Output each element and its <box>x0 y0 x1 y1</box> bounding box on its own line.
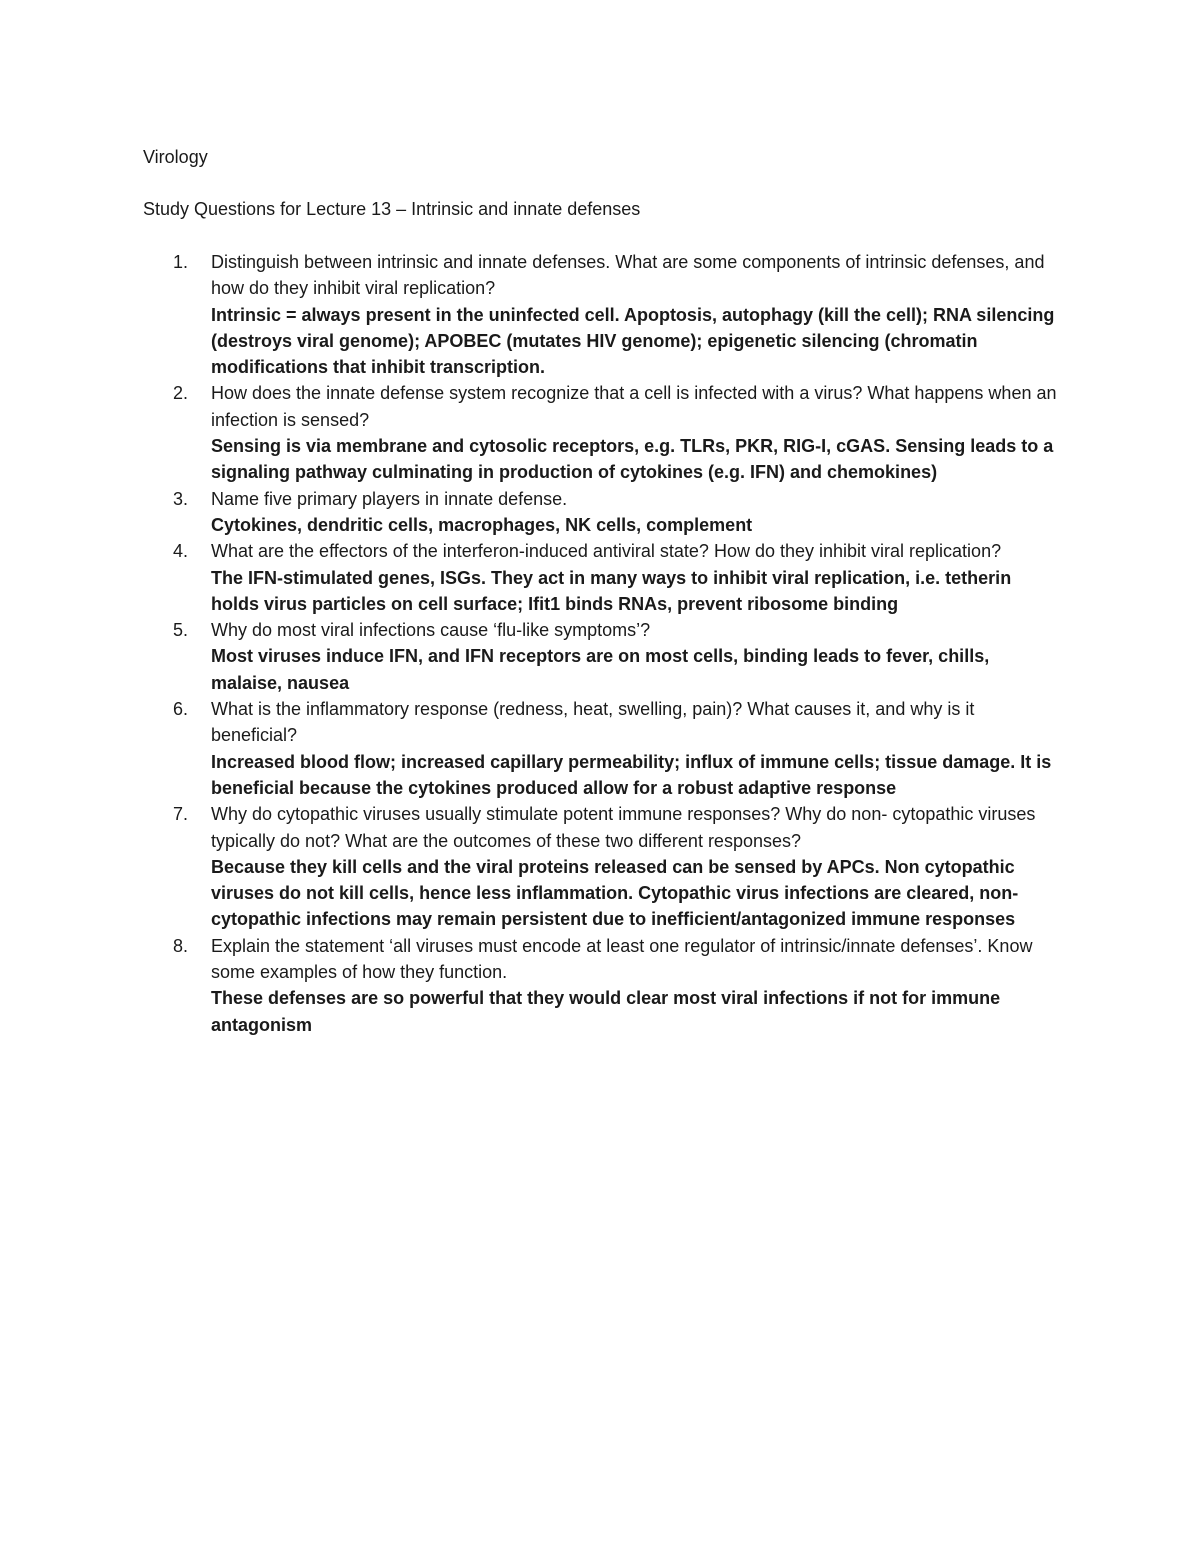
study-questions-list <box>143 249 1063 1038</box>
question-item-3 <box>143 486 1063 539</box>
question-text: What are the effectors of the interferon-induced antiviral state? How do they inhibit viral replication? <box>211 541 1002 562</box>
question-item-5 <box>143 617 1063 696</box>
answer-text: Sensing is via membrane and cytosolic receptors, e.g. TLRs, PKR, RIG-I, cGAS. Sensing leads to a signaling pathway culminating in production of cytokines (e.g. IFN) and chemokines) <box>211 436 1054 483</box>
question-item-7 <box>143 801 1063 932</box>
question-text: Explain the statement ‘all viruses must encode at least one regulator of intrinsic/innate defenses’. Know some examples of how they function. <box>211 935 1033 983</box>
question-number: 7. <box>173 804 189 825</box>
question-item-2 <box>143 380 1063 485</box>
question-number: 8. <box>173 935 189 956</box>
question-number: 5. <box>173 620 189 641</box>
question-text: Distinguish between intrinsic and innate defenses. What are some components of intrinsic defenses, and how do they inhibit viral replication? <box>211 252 1045 299</box>
question-item-1 <box>143 249 1063 380</box>
document-subtitle: Study Questions for Lecture 13 – Intrinsic and innate defenses <box>143 199 641 219</box>
question-text: How does the innate defense system recognize that a cell is infected with a virus? What happens when an infection is sensed? <box>211 383 1057 430</box>
answer-text: Increased blood flow; increased capillary permeability; influx of immune cells; tissue damage. It is beneficial because the cytokines produced allow for a robust adaptive response <box>211 751 1052 798</box>
answer-text: The IFN-stimulated genes, ISGs. They act in many ways to inhibit viral replication, i.e. tetherin holds virus particles on cell surface; Ifit1 binds RNAs, prevent ribosome binding <box>211 567 1012 614</box>
question-text: Why do cytopathic viruses usually stimulate potent immune responses? Why do non- cytopathic viruses typically do not? What are the outcomes of these two different responses? <box>211 804 1036 851</box>
answer-text: Because they kill cells and the viral proteins released can be sensed by APCs. Non cytopathic viruses do not kill cells, hence less inflammation. Cytopathic virus infections are cleared, non-cytopathic infections may remain persistent due to inefficient/antagonized immune responses <box>211 856 1019 930</box>
question-text: What is the inflammatory response (redness, heat, swelling, pain)? What causes it, and why is it beneficial? <box>211 699 975 746</box>
question-number: 2. <box>173 383 189 404</box>
question-number: 6. <box>173 699 189 720</box>
answer-text: Intrinsic = always present in the uninfected cell. Apoptosis, autophagy (kill the cell); RNA silencing (destroys viral genome); APOBEC (mutates HIV genome); epigenetic silencing (chromatin modifications that inhibit transcription. <box>211 304 1055 378</box>
document-title: Virology <box>143 147 208 167</box>
question-text: Name five primary players in innate defense. <box>211 488 568 509</box>
question-item-6 <box>143 696 1063 801</box>
answer-text: Most viruses induce IFN, and IFN receptors are on most cells, binding leads to fever, chills, malaise, nausea <box>211 646 990 693</box>
answer-text: Cytokines, dendritic cells, macrophages, NK cells, complement <box>211 514 753 535</box>
question-text: Why do most viral infections cause ‘flu-like symptoms’? <box>211 620 651 641</box>
question-number: 3. <box>173 488 189 509</box>
answer-text: These defenses are so powerful that they would clear most viral infections if not for immune antagonism <box>211 988 1001 1035</box>
question-item-8 <box>143 933 1063 1038</box>
question-number: 4. <box>173 541 189 562</box>
question-number: 1. <box>173 252 189 272</box>
question-item-4 <box>143 538 1063 617</box>
